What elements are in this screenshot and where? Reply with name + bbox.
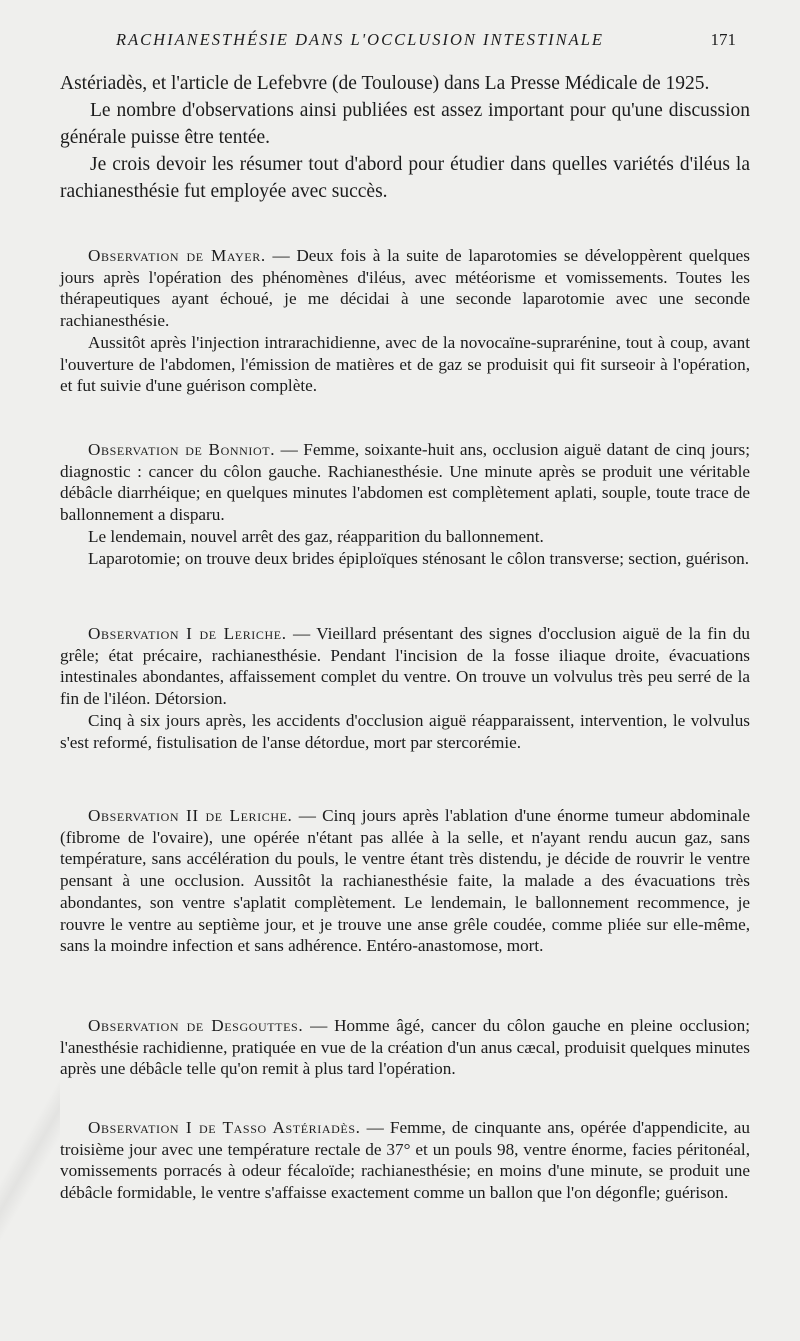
- observation-text: — Femme, soixante-huit ans, occlusion aiguë datant de cinq jours; diagnostic : cancer du côlon gauche. Rachianesthésie. Une minute après se produit une véritable débâcle diarrhéique; en quelques minutes l'abdomen est complètement aplati, souple, toute trace de ballonnement a disparu.: [60, 440, 751, 525]
- observation-paragraph: Laparotomie; on trouve deux brides épiploïques sténosant le côlon transverse; section, guérison.: [88, 548, 750, 568]
- observation-mayer: [60, 245, 750, 397]
- observation-text: — Homme âgé, cancer du côlon gauche en pleine occlusion; l'anesthésie rachidienne, pratiquée en vue de la création d'un anus cæcal, produisit quelques minutes après une débâcle telle qu'on remit à plus tard l'opération.: [60, 1016, 750, 1079]
- observation-leriche-1: [60, 623, 750, 753]
- observation-heading: Observation de Bonniot.: [88, 440, 276, 459]
- observation-text: — Femme, de cinquante ans, opérée d'appendicite, au troisième jour avec une température rectale de 37° et un pouls 98, ventre énorme, facies péritonéal, vomissements porracés à odeur fécaloïde; rachianesthésie; en moins d'une minute, se produit une débâcle formidable, le ventre s'affaisse exactement comme un ballon que l'on dégonfle; guérison.: [60, 1118, 750, 1203]
- observation-paragraph: [60, 439, 750, 526]
- observation-paragraph: [60, 623, 750, 710]
- observation-heading: Observation de Mayer.: [88, 246, 266, 265]
- intro-paragraph-2: Le nombre d'observations ainsi publiées est assez important pour qu'une discussion générale puisse être tentée.: [60, 100, 750, 148]
- observation-paragraph: [60, 245, 750, 332]
- observation-heading: Observation I de Tasso Astériadès.: [88, 1118, 361, 1137]
- observation-bonniot: [60, 439, 750, 569]
- observation-text: — Cinq jours après l'ablation d'une énorme tumeur abdominale (fibrome de l'ovaire), une opérée n'étant pas allée à la selle, et n'ayant rendu aucun gaz, sans température, sans accélération du pouls, le ventre étant très distendu, je décide de rouvrir le ventre pensant à une occlusion. Aussitôt la rachianesthésie faite, la malade a des évacuations très abondantes, son ventre s'aplatit complètement. Le lendemain, le ballonnement recommence, je rouvre le ventre au septième jour, et je trouve une anse grêle coudée, comme pliée sur elle-même, sans la moindre infection et sans adhérence. Entéro-anastomose, mort.: [60, 806, 751, 956]
- observation-text: — Vieillard présentant des signes d'occlusion aiguë de la fin du grêle; état précaire, rachianesthésie. Pendant l'incision de la fosse iliaque droite, évacuations intestinales abondantes, affaissement complet du ventre. On trouve un volvulus très peu serré de la fin de l'iléon. Détorsion.: [60, 624, 750, 709]
- intro-paragraph-3: Je crois devoir les résumer tout d'abord pour étudier dans quelles variétés d'iléus la rachianesthésie fut employée avec succès.: [60, 154, 750, 202]
- intro-section: [60, 70, 750, 205]
- observation-paragraph: [60, 805, 750, 957]
- observation-heading: Observation I de Leriche.: [88, 624, 287, 643]
- observation-text: — Deux fois à la suite de laparotomies se développèrent quelques jours après l'opération des phénomènes d'iléus, avec météorisme et vomissements. Toutes les thérapeutiques ayant échoué, je me décidai à une seconde laparotomie avec une seconde rachianesthésie.: [60, 246, 750, 331]
- observation-paragraph: [60, 1015, 750, 1080]
- observation-desgouttes: [60, 1015, 750, 1080]
- observation-heading: Observation II de Leriche.: [88, 806, 293, 825]
- observation-paragraph: Aussitôt après l'injection intrarachidienne, avec de la novocaïne-suprarénine, tout à coup, avant l'ouverture de l'abdomen, l'émission de matières et de gaz se produisit qui fit surseoir à l'opération, et fut suivie d'une guérison complète.: [60, 332, 750, 396]
- intro-paragraph-1: Astériadès, et l'article de Lefebvre (de Toulouse) dans La Presse Médicale de 1925.: [60, 73, 710, 94]
- observation-tasso-asteriades: [60, 1117, 750, 1204]
- observation-paragraph: Le lendemain, nouvel arrêt des gaz, réapparition du ballonnement.: [88, 526, 544, 546]
- observation-leriche-2: [60, 805, 750, 957]
- observation-heading: Observation de Desgouttes.: [88, 1016, 304, 1035]
- running-head: [116, 28, 736, 54]
- observation-paragraph: [60, 1117, 750, 1204]
- observation-paragraph: Cinq à six jours après, les accidents d'occlusion aiguë réapparaissent, intervention, le volvulus s'est reformé, fistulisation de l'anse détordue, mort par stercorémie.: [60, 710, 750, 752]
- paper-stain: [0, 1060, 60, 1260]
- running-title: RACHIANESTHÉSIE DANS L'OCCLUSION INTESTINALE: [116, 30, 605, 49]
- page-number: 171: [710, 30, 736, 49]
